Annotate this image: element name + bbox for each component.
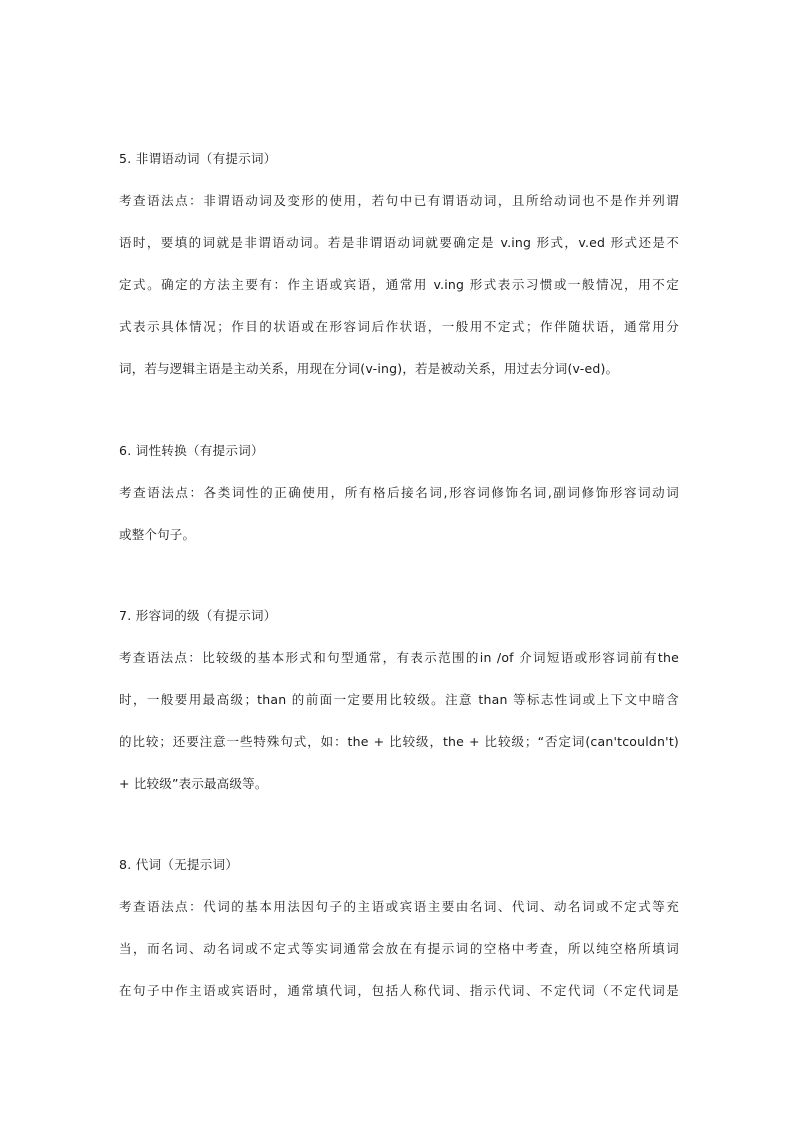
paragraph-line: 的比较；还要注意一些特殊句式，如：the + 比较级，the + 比较级；“否定词(can'tcouldn't) xyxy=(119,734,679,749)
section-7 xyxy=(119,608,679,791)
section-5 xyxy=(119,151,679,376)
section-heading: 5. 非谓语动词（有提示词） xyxy=(119,151,277,166)
paragraph-line: 考查语法点：各类词性的正确使用，所有格后接名词,形容词修饰名词,副词修饰形容词动词 xyxy=(119,485,679,500)
section-8 xyxy=(119,857,679,998)
section-6 xyxy=(119,443,679,542)
paragraph-line: 时，一般要用最高级；than 的前面一定要用比较级。注意 than 等标志性词或上下文中暗含 xyxy=(119,692,679,707)
paragraph-line: 词，若与逻辑主语是主动关系，用现在分词(v-ing)，若是被动关系，用过去分词(v-ed)。 xyxy=(119,361,619,376)
paragraph-line: 式表示具体情况；作目的状语或在形容词后作状语，一般用不定式；作伴随状语，通常用分 xyxy=(119,319,679,334)
section-heading: 7. 形容词的级（有提示词） xyxy=(119,608,277,623)
paragraph-line: 考查语法点：代词的基本用法因句子的主语或宾语主要由名词、代词、动名词或不定式等充 xyxy=(119,899,679,914)
paragraph-line: + 比较级”表示最高级等。 xyxy=(119,776,268,791)
section-heading: 8. 代词（无提示词） xyxy=(119,857,239,872)
paragraph-line: 考查语法点：比较级的基本形式和句型通常，有表示范围的in /of 介词短语或形容词前有the xyxy=(119,650,679,665)
paragraph-line: 在句子中作主语或宾语时，通常填代词，包括人称代词、指示代词、不定代词（不定代词是 xyxy=(119,983,679,998)
paragraph-line: 当，而名词、动名词或不定式等实词通常会放在有提示词的空格中考查，所以纯空格所填词 xyxy=(119,941,679,956)
paragraph-line: 考查语法点：非谓语动词及变形的使用，若句中已有谓语动词，且所给动词也不是作并列谓 xyxy=(119,193,679,208)
section-heading: 6. 词性转换（有提示词） xyxy=(119,443,264,458)
paragraph-line: 定式。确定的方法主要有：作主语或宾语，通常用 v.ing 形式表示习惯或一般情况，用不定 xyxy=(119,277,679,292)
paragraph-line: 语时，要填的词就是非谓语动词。若是非谓语动词就要确定是 v.ing 形式，v.ed 形式还是不 xyxy=(119,235,679,250)
paragraph-line: 或整个句子。 xyxy=(119,527,196,542)
